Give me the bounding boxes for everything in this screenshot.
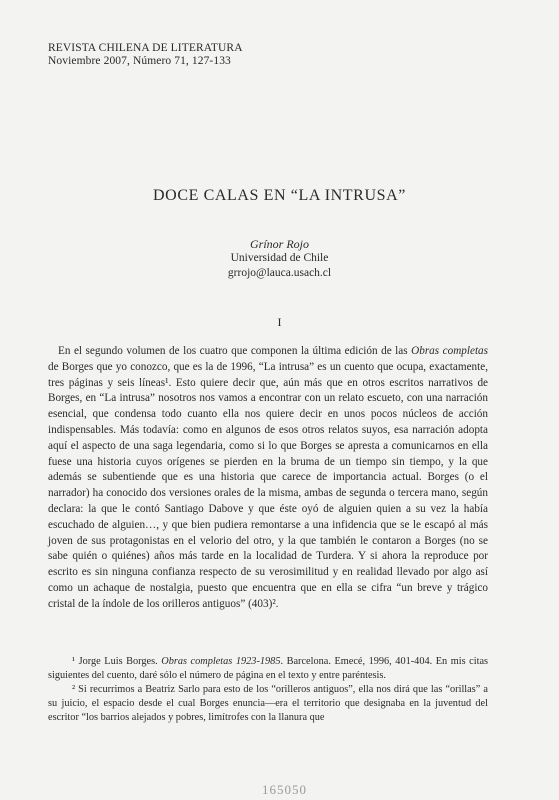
footnote-1-text-b: . Barcelona. Emecé, 1996, 401-404. En mis citas siguientes del cuento, daré sólo el número de página en el texto y entre paréntesis. (48, 656, 489, 681)
footnote-2: ² Si recurrimos a Beatriz Sarlo para esto de los “orilleros antiguos”, ella nos dirá que las “orillas” a su juicio, el espacio desde el cual Borges enuncia—era el territorio que designaba en la juventud del escritor “los barrios alejados y pobres, limítrofes con la llanura que (48, 684, 488, 723)
library-stamp: 165050 (262, 782, 307, 797)
body-text-part1: En el segundo volumen de los cuatro que componen la última edición de las (58, 345, 412, 357)
section-number: I (277, 315, 282, 329)
footnote-1-text-a: ¹ Jorge Luis Borges. (72, 656, 162, 667)
journal-name: REVISTA CHILENA DE LITERATURA (48, 42, 243, 54)
footnote-1-title: Obras completas 1923-1985 (161, 656, 281, 667)
footnotes (48, 655, 488, 725)
article-title: DOCE CALAS EN “LA INTRUSA” (153, 187, 406, 204)
author-affiliation: Universidad de Chile (230, 252, 329, 264)
footnote-1 (48, 655, 488, 683)
journal-issue: Noviembre 2007, Número 71, 127-133 (48, 55, 231, 67)
author-email: grrojo@lauca.usach.cl (227, 267, 332, 279)
body-text-part2: de Borges que yo conozco, que es la de 1996, “La intrusa” es un cuento que ocupa, exactamente, tres páginas y seis líneas¹. Esto quiere decir que, aún más que en otros escritos narrativos de Borges, en “La intrusa” nosotros nos vamos a encontrar con un relato escueto, con una narración esencial, que condensa todo cuanto ella nos quiere decir en unos pocos núcleos de acción indispensables. Más todavía: como en algunos de esos otros relatos suyos, esa narración adopta aquí el aspecto de una saga legendaria, como si lo que Borges se apresta a comunicarnos en ella fuese una historia cuyos orígenes se pierden en la bruma de un tiempo sin tiempo, y la que además se subentiende que es una historia que carece de importancia actual. Borges (o el narrador) ha conocido dos versiones orales de la misma, ambas de segunda o tercera mano, según declara: la que le contó Santiago Dabove y que éste oyó de alguien quien a su vez la había escuchado de alguien…, y que bien pudiera remontarse a una infidencia que se le escapó al más joven de sus protagonistas en el velorio del otro, y la que también le contaron a Borges (no se sabe quién o quiénes) años más tarde en la localidad de Turdera. Y si ahora la reproduce por escrito es sin ninguna confianza respecto de su verosimilitud y en realidad llevado por algo así como un achaque de nostalgia, puesto que encuentra que en ella se cifra “un breve y trágico cristal de la índole de los orilleros antiguos” (403)². (48, 360, 488, 610)
works-title: Obras completas (411, 345, 488, 357)
body-paragraph (48, 344, 488, 613)
article-author: Grínor Rojo (249, 237, 309, 251)
journal-header (48, 42, 243, 68)
